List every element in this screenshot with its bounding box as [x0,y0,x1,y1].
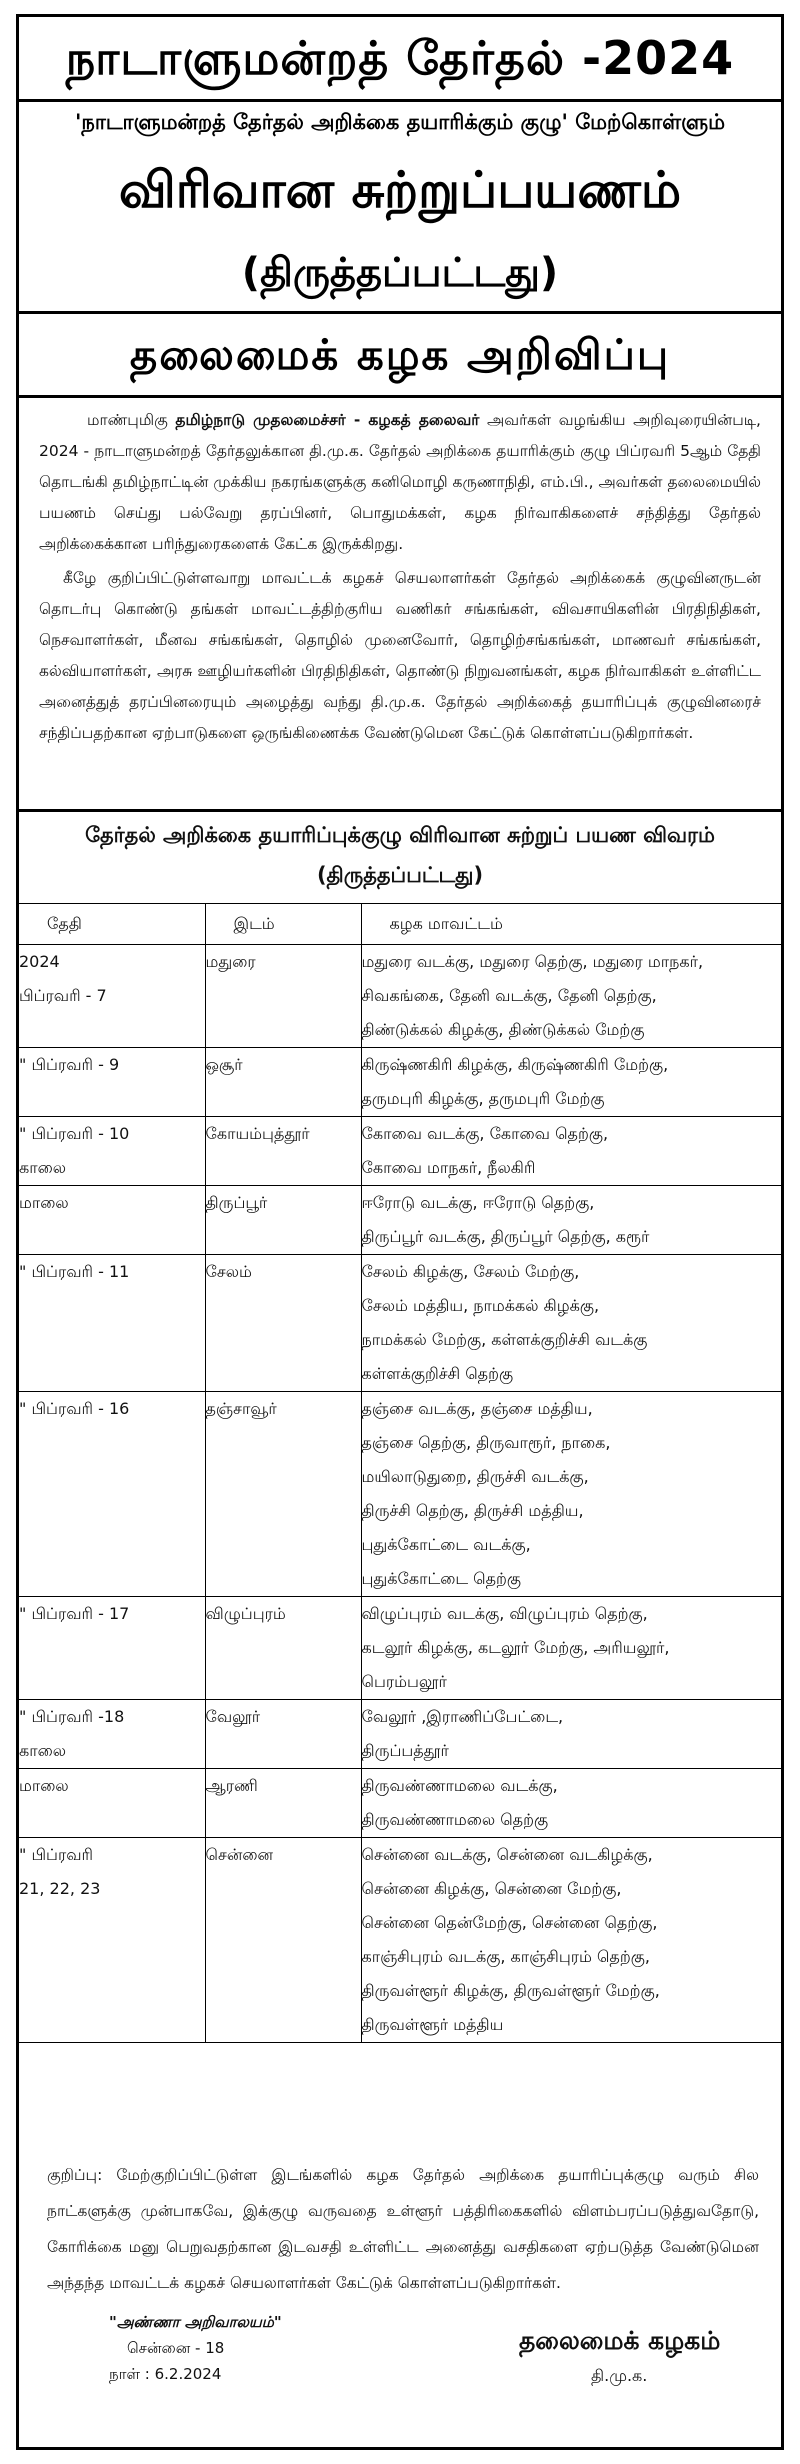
district-line: திருவள்ளூர் மத்திய [361,2015,504,2034]
date-line: " பிப்ரவரி [19,1845,94,1864]
district-line: கிருஷ்ணகிரி கிழக்கு, கிருஷ்ணகிரி மேற்கு, [361,1055,669,1074]
date-line: " பிப்ரவரி - 10 [19,1124,130,1143]
row-date [19,1392,205,1597]
district-line: திருவள்ளூர் கிழக்கு, திருவள்ளூர் மேற்கு, [361,1981,660,2000]
row-date [19,1186,205,1255]
header-divider-2 [19,311,781,314]
row-place: ஆரணி [205,1769,361,1838]
table-row [19,1117,781,1186]
date-line: மாலை [19,1193,69,1212]
date-line: " பிப்ரவரி - 17 [19,1604,130,1623]
district-line: ஈரோடு வடக்கு, ஈரோடு தெற்கு, [361,1193,595,1212]
row-districts [361,1700,781,1769]
district-line: தருமபுரி கிழக்கு, தருமபுரி மேற்கு [361,1089,605,1108]
row-place: விழுப்புரம் [205,1597,361,1700]
row-districts [361,1838,781,2043]
district-line: சென்னை கிழக்கு, சென்னை மேற்கு, [361,1879,622,1898]
row-districts [361,1186,781,1255]
district-line: திருவண்ணாமலை தெற்கு [361,1810,549,1829]
intro-paragraph-1 [39,405,761,560]
schedule-body [19,945,781,2043]
header-date: தேதி [19,904,205,945]
schedule-table [19,903,781,2043]
district-line: கோவை வடக்கு, கோவை தெற்கு, [361,1124,609,1143]
district-line: திருச்சி தெற்கு, திருச்சி மத்திய, [361,1501,584,1520]
district-line: திருப்பூர் வடக்கு, திருப்பூர் தெற்கு, கரூர் [361,1227,650,1246]
date-line: " பிப்ரவரி -18 [19,1707,125,1726]
intro-bold-text: தமிழ்நாடு முதலமைச்சர் - கழகத் தலைவர் [175,411,480,429]
headquarters-notice-title: தலைமைக் கழக அறிவிப்பு [129,330,671,379]
schedule-revised: (திருத்தப்பட்டது) [316,863,484,887]
district-line: புதுக்கோட்டை வடக்கு, [361,1535,531,1554]
date-line: " பிப்ரவரி - 9 [19,1055,120,1074]
tour-headline: விரிவான சுற்றுப்பயணம் [118,161,682,219]
date-line: " பிப்ரவரி - 16 [19,1399,130,1418]
note-paragraph: குறிப்பு: மேற்குறிப்பிட்டுள்ள இடங்களில் கழக தேர்தல் அறிக்கை தயாரிப்புக்குழு வரும் சில நாட்களுக்கு முன்பாகவே, இக்குழு வருவதை உள்ளூர் பத்திரிகைகளில் விளம்பரப்படுத்துவதோடு, கோரிக்கை மனு பெறுவதற்கான இடவசதி உள்ளிட்ட அனைத்து வசதிகளை ஏற்படுத்த வேண்டுமென அந்தந்த மாவட்டக் கழகச் செயலாளர்கள் கேட்டுக் கொள்ளப்படுகிறார்கள். [47,2166,759,2292]
date-line: " பிப்ரவரி - 11 [19,1262,130,1281]
row-place: தஞ்சாவூர் [205,1392,361,1597]
section-divider [19,809,781,812]
district-line: புதுக்கோட்டை தெற்கு [361,1569,522,1588]
committee-subtitle: 'நாடாளுமன்றத் தேர்தல் அறிக்கை தயாரிக்கும் குழு' மேற்கொள்ளும் [74,110,726,134]
row-place: வேலூர் [205,1700,361,1769]
row-districts [361,1255,781,1392]
row-date [19,1838,205,2043]
table-row [19,1048,781,1117]
district-line: திருவண்ணாமலை வடக்கு, [361,1776,558,1795]
office-name: "அண்ணா அறிவாலயம்" [109,2313,282,2331]
notice-date: நாள் : 6.2.2024 [109,2365,222,2383]
district-line: காஞ்சிபுரம் வடக்கு, காஞ்சிபுரம் தெற்கு, [361,1947,650,1966]
row-place: சேலம் [205,1255,361,1392]
date-line: 2024 [19,952,60,971]
row-districts [361,1769,781,1838]
row-date [19,1700,205,1769]
district-line: திருப்பத்தூர் [361,1741,449,1760]
revised-label: (திருத்தப்பட்டது) [241,250,559,296]
schedule-title: தேர்தல் அறிக்கை தயாரிப்புக்குழு விரிவான சுற்றுப் பயண விவரம் [85,823,715,847]
district-line: கடலூர் கிழக்கு, கடலூர் மேற்கு, அரியலூர், [361,1638,670,1657]
header-district: கழக மாவட்டம் [361,904,781,945]
table-row [19,1769,781,1838]
district-line: விழுப்புரம் வடக்கு, விழுப்புரம் தெற்கு, [361,1604,648,1623]
district-line: திண்டுக்கல் கிழக்கு, திண்டுக்கல் மேற்கு [361,1020,645,1039]
row-place: சென்னை [205,1838,361,2043]
district-line: நாமக்கல் மேற்கு, கள்ளக்குறிச்சி வடக்கு [361,1330,648,1349]
date-line: காலை [19,1741,67,1760]
row-date [19,1769,205,1838]
table-row [19,1700,781,1769]
date-line: மாலை [19,1776,69,1795]
table-row [19,1255,781,1392]
district-line: மதுரை வடக்கு, மதுரை தெற்கு, மதுரை மாநகர், [361,952,704,971]
election-title: நாடாளுமன்றத் தேர்தல் -2024 [65,31,735,85]
intro-paragraph-2: கீழே குறிப்பிட்டுள்ளவாறு மாவட்டக் கழகச் செயலாளர்கள் தேர்தல் அறிக்கைக் குழுவினருடன் தொடர்பு கொண்டு தங்கள் மாவட்டத்திற்குரிய வணிகர் சங்கங்கள், விவசாயிகளின் பிரதிநிதிகள், நெசவாளர்கள், மீனவ சங்கங்கள், தொழில் முனைவோர், தொழிற்சங்கங்கள், மாணவர் சங்கங்கள், கல்வியாளர்கள், அரசு ஊழியர்களின் பிரதிநிதிகள், தொண்டு நிறுவனங்கள், கழக நிர்வாகிகள் உள்ளிட்ட அனைத்துத் தரப்பினரையும் அழைத்து வந்து தி.மு.க. தேர்தல் அறிக்கைத் தயாரிப்புக் குழுவினரைச் சந்திப்பதற்கான ஏற்பாடுகளை ஒருங்கிணைக்க வேண்டுமென கேட்டுக் கொள்ளப்படுகிறார்கள். [39,569,761,742]
row-districts [361,945,781,1048]
notice-frame [16,14,784,2450]
row-place: திருப்பூர் [205,1186,361,1255]
district-line: தஞ்சை தெற்கு, திருவாரூர், நாகை, [361,1433,611,1452]
row-districts [361,1048,781,1117]
date-line: காலை [19,1158,67,1177]
district-line: சென்னை தென்மேற்கு, சென்னை தெற்கு, [361,1913,658,1932]
district-line: பெரம்பலூர் [361,1672,447,1691]
table-row [19,1838,781,2043]
header-divider [19,99,781,102]
district-line: தஞ்சை வடக்கு, தஞ்சை மத்திய, [361,1399,593,1418]
schedule-header-row [19,904,781,945]
row-districts [361,1117,781,1186]
header-divider-3 [19,395,781,398]
district-line: சென்னை வடக்கு, சென்னை வடகிழக்கு, [361,1845,653,1864]
district-line: சிவகங்கை, தேனி வடக்கு, தேனி தெற்கு, [361,986,657,1005]
district-line: மயிலாடுதுறை, திருச்சி வடக்கு, [361,1467,589,1486]
row-date [19,945,205,1048]
district-line: வேலூர் ,இராணிப்பேட்டை, [361,1707,564,1726]
row-place: கோயம்புத்தூர் [205,1117,361,1186]
district-line: கோவை மாநகர், நீலகிரி [361,1158,536,1177]
signature-headquarters: தலைமைக் கழகம் [519,2326,721,2355]
header-place: இடம் [205,904,361,945]
row-place: மதுரை [205,945,361,1048]
table-row [19,945,781,1048]
district-line: கள்ளக்குறிச்சி தெற்கு [361,1364,514,1383]
district-line: சேலம் கிழக்கு, சேலம் மேற்கு, [361,1262,580,1281]
office-city: சென்னை - 18 [127,2339,225,2357]
row-place: ஒசூர் [205,1048,361,1117]
row-date [19,1255,205,1392]
district-line: சேலம் மத்திய, நாமக்கல் கிழக்கு, [361,1296,600,1315]
table-row [19,1392,781,1597]
table-row [19,1186,781,1255]
row-date [19,1597,205,1700]
signature-party: தி.மு.க. [591,2366,648,2385]
row-districts [361,1392,781,1597]
intro-text: மாண்புமிகு [87,411,176,429]
row-date [19,1048,205,1117]
row-date [19,1117,205,1186]
intro-text-cont: அவர்கள் வழங்கிய அறிவுரையின்படி, 2024 - நாடாளுமன்றத் தேர்தலுக்கான தி.மு.க. தேர்தல் அறிக்கை தயாரிக்கும் குழு பிப்ரவரி 5ஆம் தேதி தொடங்கி தமிழ்நாட்டின் முக்கிய நகரங்களுக்கு கனிமொழி கருணாநிதி, எம்.பி., அவர்கள் தலைமையில் பயணம் செய்து பல்வேறு தரப்பினர், பொதுமக்கள், கழக நிர்வாகிகளைச் சந்தித்து தேர்தல் அறிக்கைக்கான பரிந்துரைகளைக் கேட்க இருக்கிறது. [39,411,761,553]
table-row [19,1597,781,1700]
row-districts [361,1597,781,1700]
date-line: பிப்ரவரி - 7 [19,986,107,1005]
date-line: 21, 22, 23 [19,1879,101,1898]
